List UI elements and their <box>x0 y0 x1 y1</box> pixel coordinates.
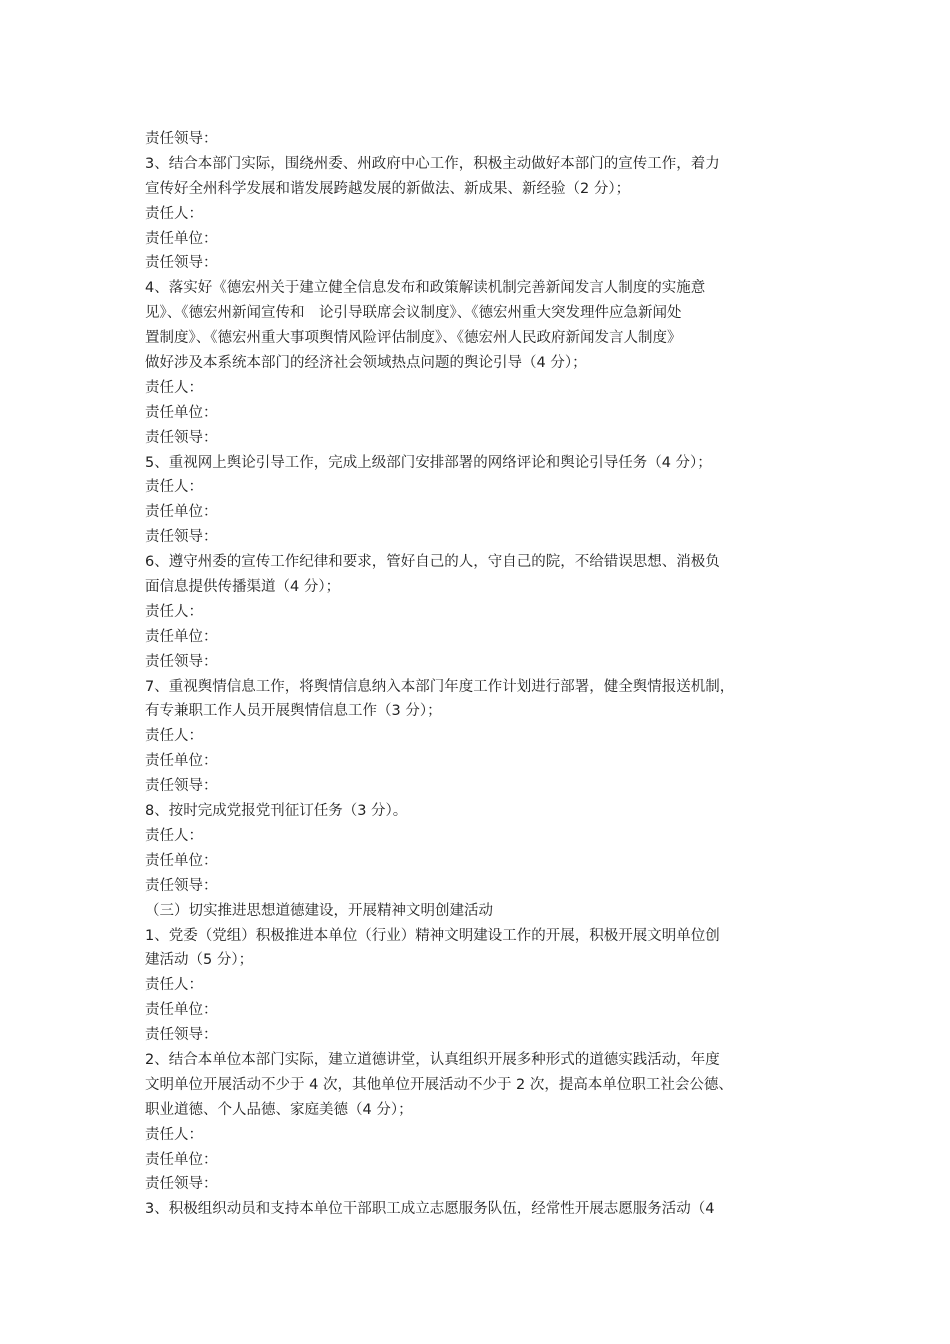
text-line: 责任单位： <box>145 628 218 645</box>
text-line: 文明单位开展活动不少于 4 次，其他单位开展活动不少于 2 次，提高本单位职工社会公德、 <box>145 1076 733 1093</box>
document-body <box>145 127 821 1222</box>
text-line: 4、落实好《德宏州关于建立健全信息发布和政策解读机制完善新闻发言人制度的实施意 <box>145 280 706 297</box>
text-line: 责任人： <box>145 977 203 994</box>
text-line: 责任领导： <box>145 1176 218 1193</box>
text-line: 责任单位： <box>145 230 218 247</box>
text-line: 责任领导： <box>145 778 218 795</box>
text-line: 有专兼职工作人员开展舆情信息工作（3 分）； <box>145 703 442 720</box>
text-line: 责任人： <box>145 1126 203 1143</box>
text-line: 面信息提供传播渠道（4 分）； <box>145 579 341 596</box>
text-line: 责任人： <box>145 603 203 620</box>
text-line: 宣传好全州科学发展和谐发展跨越发展的新做法、新成果、新经验（2 分）； <box>145 180 631 197</box>
text-line: 责任领导： <box>145 877 218 894</box>
text-line: 置制度》、《德宏州重大事项舆情风险评估制度》、《德宏州人民政府新闻发言人制度》 <box>145 330 682 347</box>
text-line: 3、积极组织动员和支持本单位干部职工成立志愿服务队伍，经常性开展志愿服务活动（4 <box>145 1201 715 1218</box>
text-line: 责任单位： <box>145 852 218 869</box>
text-line: 责任领导： <box>145 653 218 670</box>
text-line: 职业道德、个人品德、家庭美德（4 分）； <box>145 1101 413 1118</box>
text-line: 责任人： <box>145 479 203 496</box>
text-line: 责任人： <box>145 379 203 396</box>
text-line: 责任人： <box>145 205 203 222</box>
text-line: 8、按时完成党报党刊征订任务（3 分）。 <box>145 803 408 820</box>
text-line: 见》、《德宏州新闻宣传和 论引导联席会议制度》、《德宏州重大突发理件应急新闻处 <box>145 305 682 322</box>
text-line: 责任领导： <box>145 131 218 147</box>
text-line: （三）切实推进思想道德建设，开展精神文明创建活动 <box>145 902 493 919</box>
text-line: 责任领导： <box>145 1027 218 1044</box>
text-line: 1、党委（党组）积极推进本单位（行业）精神文明建设工作的开展，积极开展文明单位创 <box>145 927 720 944</box>
text-line: 6、遵守州委的宣传工作纪律和要求，管好自己的人，守自己的院，不给错误思想、消极负 <box>145 554 720 571</box>
text-line: 5、重视网上舆论引导工作，完成上级部门安排部署的网络评论和舆论引导任务（4 分）； <box>145 454 712 471</box>
text-line: 责任领导： <box>145 255 218 272</box>
text-line: 建活动（5 分）； <box>145 952 254 969</box>
text-line: 责任单位： <box>145 504 218 521</box>
text-line: 责任人： <box>145 827 203 844</box>
text-line: 责任单位： <box>145 753 218 770</box>
text-line: 责任单位： <box>145 404 218 421</box>
text-line: 2、结合本单位本部门实际，建立道德讲堂，认真组织开展多种形式的道德实践活动，年度 <box>145 1051 720 1068</box>
text-line: 责任领导： <box>145 529 218 546</box>
text-line: 责任单位： <box>145 1151 218 1168</box>
text-line: 做好涉及本系统本部门的经济社会领域热点问题的舆论引导（4 分）； <box>145 355 587 372</box>
text-line: 责任单位： <box>145 1002 218 1019</box>
text-line: 责任人： <box>145 728 203 745</box>
text-line: 7、重视舆情信息工作，将舆情信息纳入本部门年度工作计划进行部署，健全舆情报送机制， <box>145 678 735 695</box>
text-line: 3、结合本部门实际，围绕州委、州政府中心工作，积极主动做好本部门的宣传工作，着力 <box>145 155 720 172</box>
text-line: 责任领导： <box>145 429 218 446</box>
